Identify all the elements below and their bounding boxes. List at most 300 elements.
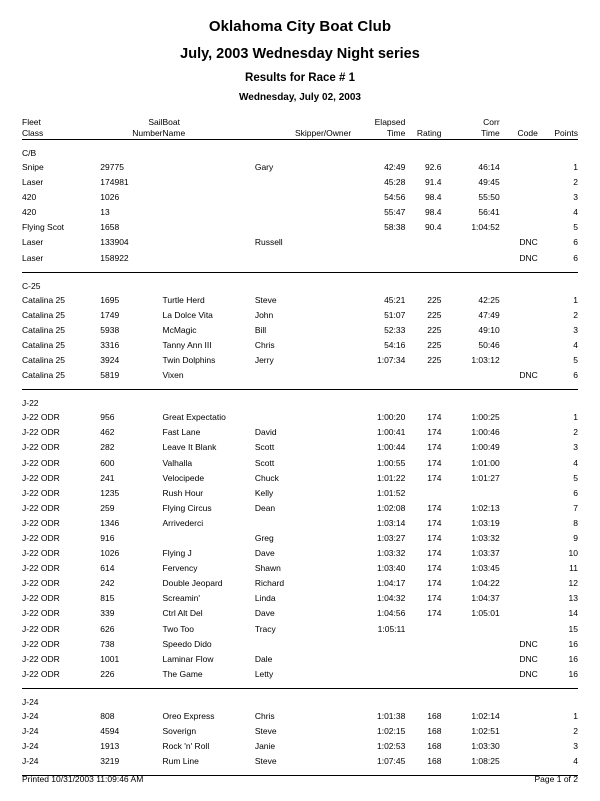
rating-cell bbox=[405, 486, 441, 501]
boat-name-cell: Laminar Flow bbox=[162, 653, 214, 664]
code-cell bbox=[500, 622, 538, 637]
elapsed-time-cell: 1:00:20 bbox=[376, 412, 406, 423]
table-row bbox=[22, 220, 578, 235]
code-cell bbox=[500, 205, 538, 220]
points-cell: 4 bbox=[573, 339, 578, 350]
code-cell bbox=[500, 591, 538, 606]
elapsed-time-cell: 54:56 bbox=[384, 192, 406, 203]
skipper-cell bbox=[255, 220, 351, 235]
rating-cell: 92.6 bbox=[424, 162, 442, 172]
skipper-cell: Steve bbox=[254, 294, 277, 305]
points-cell: 14 bbox=[568, 608, 578, 619]
skipper-cell: Shawn bbox=[254, 563, 281, 574]
corrected-time-cell: 1:02:14 bbox=[471, 710, 500, 721]
rating-cell: 225 bbox=[427, 324, 442, 335]
class-cell: Laser bbox=[22, 177, 44, 188]
points-cell: 1 bbox=[573, 162, 578, 172]
class-cell: J-22 ODR bbox=[22, 427, 60, 438]
class-cell: Catalina 25 bbox=[22, 355, 66, 366]
table-row bbox=[22, 754, 578, 769]
boat-name-cell bbox=[163, 190, 255, 205]
elapsed-time-cell: 1:03:14 bbox=[376, 517, 406, 528]
table-row bbox=[22, 486, 578, 501]
class-cell: J-22 ODR bbox=[22, 668, 60, 679]
column-header-sail-bottom: Number bbox=[132, 128, 163, 138]
points-cell: 1 bbox=[573, 710, 578, 721]
class-cell: J-22 ODR bbox=[22, 487, 60, 498]
header-row-top bbox=[22, 117, 578, 128]
points-cell: 1 bbox=[573, 294, 578, 305]
skipper-cell: Chuck bbox=[254, 472, 279, 483]
rating-cell: 174 bbox=[427, 593, 442, 604]
boat-name-cell bbox=[163, 531, 255, 546]
class-cell: J-22 ODR bbox=[22, 532, 60, 543]
column-header-fleet: Fleet bbox=[22, 117, 41, 127]
class-cell: J-22 ODR bbox=[22, 457, 60, 468]
code-cell bbox=[500, 531, 538, 546]
sail-number-cell: 339 bbox=[100, 608, 115, 619]
boat-name-cell: Arrivederci bbox=[162, 517, 204, 528]
sail-number-cell: 1658 bbox=[100, 222, 120, 233]
code-cell bbox=[500, 425, 538, 440]
page-footer bbox=[22, 774, 578, 784]
boat-name-cell: Rush Hour bbox=[162, 487, 204, 498]
code-cell bbox=[500, 739, 538, 754]
skipper-cell: Kelly bbox=[254, 487, 274, 498]
rating-cell bbox=[405, 637, 441, 652]
rating-cell: 225 bbox=[427, 294, 442, 305]
rating-cell: 174 bbox=[427, 412, 442, 423]
points-cell: 16 bbox=[568, 668, 578, 679]
code-cell: DNC bbox=[519, 237, 538, 248]
code-cell bbox=[500, 220, 538, 235]
table-row bbox=[22, 440, 578, 455]
skipper-cell: Steve bbox=[254, 726, 277, 736]
fleet-group-label bbox=[22, 146, 578, 160]
corrected-time-cell: 1:02:51 bbox=[471, 726, 500, 736]
header-spacer-rating bbox=[405, 117, 441, 128]
boat-name-cell: Flying J bbox=[162, 548, 192, 559]
points-cell: 15 bbox=[568, 623, 578, 634]
elapsed-time-cell: 54:16 bbox=[384, 339, 406, 350]
points-cell: 12 bbox=[568, 578, 578, 589]
code-cell: DNC bbox=[519, 668, 538, 679]
code-cell: DNC bbox=[519, 370, 538, 381]
class-cell: J-22 ODR bbox=[22, 517, 60, 528]
class-cell: Laser bbox=[22, 237, 44, 248]
points-cell: 2 bbox=[573, 726, 578, 736]
corrected-time-cell: 55:50 bbox=[478, 192, 500, 203]
rating-cell: 174 bbox=[427, 502, 442, 513]
skipper-cell: Dale bbox=[254, 653, 273, 664]
sail-number-cell: 1235 bbox=[100, 487, 120, 498]
class-cell: J-22 ODR bbox=[22, 578, 60, 589]
corrected-time-cell: 1:01:27 bbox=[471, 472, 500, 483]
rating-cell: 168 bbox=[427, 741, 442, 752]
points-cell: 16 bbox=[568, 653, 578, 664]
code-cell bbox=[500, 410, 538, 425]
column-header-code: Code bbox=[517, 128, 538, 138]
boat-name-cell: Oreo Express bbox=[162, 710, 215, 721]
code-cell bbox=[500, 486, 538, 501]
points-cell: 5 bbox=[573, 355, 578, 366]
boat-name-cell: McMagic bbox=[162, 324, 197, 335]
fleet-group-label bbox=[22, 279, 578, 293]
boat-name-cell: Double Jeopard bbox=[162, 578, 223, 589]
sail-number-cell: 3219 bbox=[100, 756, 120, 767]
sail-number-cell: 158922 bbox=[100, 252, 129, 263]
points-cell: 8 bbox=[573, 517, 578, 528]
points-cell: 3 bbox=[573, 324, 578, 335]
code-cell bbox=[500, 338, 538, 353]
column-header-class: Class bbox=[22, 128, 44, 138]
table-row bbox=[22, 368, 578, 383]
rating-cell: 168 bbox=[427, 710, 442, 721]
column-header-elapsed-top: Elapsed bbox=[374, 117, 406, 127]
skipper-cell: Scott bbox=[254, 442, 275, 453]
corrected-time-cell: 50:46 bbox=[478, 339, 500, 350]
corrected-time-cell bbox=[441, 622, 499, 637]
sail-number-cell: 1695 bbox=[100, 294, 120, 305]
class-cell: J-22 ODR bbox=[22, 653, 60, 664]
points-cell: 6 bbox=[573, 370, 578, 381]
skipper-cell: Chris bbox=[254, 710, 275, 721]
boat-name-cell: Speedo Dido bbox=[162, 638, 212, 649]
class-cell: Catalina 25 bbox=[22, 294, 66, 305]
skipper-cell: Letty bbox=[254, 668, 274, 679]
table-row bbox=[22, 576, 578, 591]
boat-name-cell: Fast Lane bbox=[162, 427, 201, 438]
header-row-bottom bbox=[22, 128, 578, 139]
boat-name-cell: Two Too bbox=[162, 623, 195, 634]
sail-number-cell: 808 bbox=[100, 710, 115, 721]
printed-timestamp: Printed 10/31/2003 11:09:46 AM bbox=[22, 774, 144, 784]
results-table bbox=[22, 117, 578, 776]
rating-cell: 168 bbox=[427, 726, 442, 736]
skipper-cell bbox=[255, 516, 351, 531]
rating-cell: 174 bbox=[427, 563, 442, 574]
rating-cell: 90.4 bbox=[424, 222, 442, 233]
skipper-cell bbox=[255, 410, 351, 425]
boat-name-cell: Ctrl Alt Del bbox=[162, 608, 203, 619]
skipper-cell: Chris bbox=[254, 339, 275, 350]
column-header-elapsed-bottom: Time bbox=[386, 128, 406, 138]
elapsed-time-cell: 1:05:11 bbox=[377, 623, 406, 634]
rating-cell: 174 bbox=[427, 548, 442, 559]
skipper-cell bbox=[255, 190, 351, 205]
boat-name-cell bbox=[163, 220, 255, 235]
sail-number-cell: 29775 bbox=[100, 162, 124, 172]
sail-number-cell: 1749 bbox=[100, 309, 120, 320]
points-cell: 6 bbox=[573, 237, 578, 248]
skipper-cell bbox=[255, 205, 351, 220]
rating-cell: 98.4 bbox=[424, 207, 442, 218]
code-cell bbox=[500, 293, 538, 308]
boat-name-cell: Velocipede bbox=[162, 472, 205, 483]
code-cell bbox=[500, 546, 538, 561]
skipper-cell: Greg bbox=[254, 532, 274, 543]
corrected-time-cell: 1:03:30 bbox=[471, 741, 500, 752]
class-cell: Laser bbox=[22, 252, 44, 263]
skipper-cell: Scott bbox=[254, 457, 275, 468]
code-cell bbox=[500, 606, 538, 621]
sail-number-cell: 956 bbox=[100, 412, 115, 423]
boat-name-cell: Twin Dolphins bbox=[162, 355, 216, 366]
boat-name-cell: Leave It Blank bbox=[162, 442, 217, 453]
class-cell: J-24 bbox=[22, 726, 39, 736]
header-spacer-skipper bbox=[255, 117, 351, 128]
points-cell: 4 bbox=[573, 457, 578, 468]
table-row bbox=[22, 501, 578, 516]
table-row bbox=[22, 709, 578, 724]
code-cell bbox=[500, 323, 538, 338]
boat-name-cell: Valhalla bbox=[162, 457, 193, 468]
corrected-time-cell: 47:49 bbox=[478, 309, 500, 320]
skipper-cell: Dave bbox=[254, 548, 275, 559]
corrected-time-cell: 1:03:19 bbox=[471, 517, 500, 528]
rating-cell: 174 bbox=[427, 517, 442, 528]
table-row bbox=[22, 235, 578, 250]
boat-name-cell: Fervency bbox=[162, 563, 198, 574]
column-header-corr-top: Corr bbox=[483, 117, 500, 127]
skipper-cell bbox=[255, 251, 351, 266]
rating-cell: 174 bbox=[427, 608, 442, 619]
boat-name-cell bbox=[163, 251, 255, 266]
corrected-time-cell: 1:08:25 bbox=[471, 756, 500, 767]
sail-number-cell: 738 bbox=[100, 638, 115, 649]
rating-cell: 168 bbox=[427, 756, 442, 767]
rating-cell: 225 bbox=[427, 309, 442, 320]
rating-cell: 91.4 bbox=[424, 177, 442, 188]
sail-number-cell: 242 bbox=[100, 578, 115, 589]
points-cell: 13 bbox=[568, 593, 578, 604]
fleet-name: J-22 bbox=[22, 398, 39, 409]
fleet-group-label bbox=[22, 396, 578, 410]
table-row bbox=[22, 724, 578, 739]
corrected-time-cell: 1:03:12 bbox=[471, 355, 500, 366]
corrected-time-cell: 1:00:49 bbox=[471, 442, 500, 453]
fleet-name: C-25 bbox=[22, 280, 41, 291]
corrected-time-cell bbox=[441, 637, 499, 652]
sail-number-cell: 1913 bbox=[100, 741, 120, 752]
race-title: Results for Race # 1 bbox=[245, 72, 355, 84]
class-cell: 420 bbox=[22, 207, 37, 218]
skipper-cell: John bbox=[254, 309, 274, 320]
points-cell: 4 bbox=[573, 756, 578, 767]
elapsed-time-cell bbox=[351, 235, 405, 250]
table-row bbox=[22, 353, 578, 368]
elapsed-time-cell bbox=[351, 368, 405, 383]
code-cell bbox=[500, 160, 538, 175]
skipper-cell: Russell bbox=[254, 237, 283, 248]
sail-number-cell: 626 bbox=[100, 623, 115, 634]
boat-name-cell bbox=[163, 205, 255, 220]
elapsed-time-cell: 1:03:40 bbox=[376, 563, 406, 574]
class-cell: J-24 bbox=[22, 710, 39, 721]
elapsed-time-cell bbox=[351, 637, 405, 652]
skipper-cell: Dean bbox=[254, 502, 276, 513]
boat-name-cell: Soverign bbox=[162, 726, 197, 736]
boat-name-cell: Rum Line bbox=[162, 756, 199, 767]
class-cell: 420 bbox=[22, 192, 37, 203]
boat-name-cell: Screamin' bbox=[162, 593, 201, 604]
code-cell bbox=[500, 471, 538, 486]
table-row bbox=[22, 546, 578, 561]
class-cell: Catalina 25 bbox=[22, 309, 66, 320]
corrected-time-cell bbox=[441, 251, 499, 266]
column-header-boat-bottom: Name bbox=[162, 128, 186, 138]
elapsed-time-cell: 1:04:32 bbox=[376, 593, 406, 604]
column-header-rating: Rating bbox=[416, 128, 442, 138]
rating-cell bbox=[405, 368, 441, 383]
race-date: Wednesday, July 02, 2003 bbox=[239, 92, 361, 103]
elapsed-time-cell: 1:03:27 bbox=[376, 532, 406, 543]
skipper-cell: Gary bbox=[254, 162, 274, 172]
points-cell: 6 bbox=[573, 252, 578, 263]
points-cell: 1 bbox=[573, 412, 578, 423]
points-cell: 7 bbox=[573, 502, 578, 513]
table-row bbox=[22, 561, 578, 576]
sail-number-cell: 1026 bbox=[100, 192, 120, 203]
class-cell: J-24 bbox=[22, 741, 39, 752]
table-row bbox=[22, 606, 578, 621]
table-row bbox=[22, 622, 578, 637]
points-cell: 5 bbox=[573, 472, 578, 483]
points-cell: 2 bbox=[573, 309, 578, 320]
sail-number-cell: 259 bbox=[100, 502, 115, 513]
elapsed-time-cell: 1:00:55 bbox=[376, 457, 406, 468]
code-cell bbox=[500, 353, 538, 368]
code-cell bbox=[500, 709, 538, 724]
elapsed-time-cell: 1:02:15 bbox=[376, 726, 406, 736]
points-cell: 2 bbox=[573, 427, 578, 438]
code-cell bbox=[500, 440, 538, 455]
corrected-time-cell bbox=[441, 235, 499, 250]
corrected-time-cell: 46:14 bbox=[478, 162, 500, 172]
code-cell bbox=[500, 754, 538, 769]
rating-cell: 174 bbox=[427, 442, 442, 453]
corrected-time-cell: 1:03:32 bbox=[471, 532, 500, 543]
sail-number-cell: 815 bbox=[100, 593, 115, 604]
table-header-group bbox=[22, 117, 578, 140]
class-cell: J-22 ODR bbox=[22, 623, 60, 634]
class-cell: J-22 ODR bbox=[22, 442, 60, 453]
sail-number-cell: 600 bbox=[100, 457, 115, 468]
rating-cell bbox=[405, 667, 441, 682]
class-cell: Snipe bbox=[22, 162, 44, 172]
boat-name-cell: The Game bbox=[162, 668, 203, 679]
skipper-cell: Jerry bbox=[254, 355, 274, 366]
corrected-time-cell: 56:41 bbox=[478, 207, 500, 218]
boat-name-cell: Rock 'n' Roll bbox=[162, 741, 210, 752]
table-row bbox=[22, 175, 578, 190]
corrected-time-cell: 1:05:01 bbox=[471, 608, 500, 619]
boat-name-cell: Turtle Herd bbox=[162, 294, 205, 305]
code-cell bbox=[500, 576, 538, 591]
points-cell: 11 bbox=[569, 563, 578, 574]
table-row bbox=[22, 471, 578, 486]
boat-name-cell: Tanny Ann III bbox=[162, 339, 212, 350]
table-row bbox=[22, 323, 578, 338]
elapsed-time-cell: 1:07:45 bbox=[376, 756, 406, 767]
class-cell: J-22 ODR bbox=[22, 638, 60, 649]
class-cell: Flying Scot bbox=[22, 222, 65, 233]
class-cell: J-22 ODR bbox=[22, 608, 60, 619]
class-cell: J-22 ODR bbox=[22, 412, 60, 423]
code-cell bbox=[500, 724, 538, 739]
code-cell bbox=[500, 501, 538, 516]
page-number: Page 1 of 2 bbox=[534, 774, 578, 784]
points-cell: 3 bbox=[573, 442, 578, 453]
skipper-cell: David bbox=[254, 427, 277, 438]
boat-name-cell: La Dolce Vita bbox=[162, 309, 213, 320]
skipper-cell: Richard bbox=[254, 578, 285, 589]
class-cell: J-22 ODR bbox=[22, 502, 60, 513]
fleet-group-label bbox=[22, 695, 578, 709]
corrected-time-cell bbox=[441, 368, 499, 383]
points-cell: 3 bbox=[573, 192, 578, 203]
sail-number-cell: 1026 bbox=[100, 548, 120, 559]
class-cell: J-24 bbox=[22, 756, 39, 767]
corrected-time-cell: 1:04:52 bbox=[471, 222, 500, 233]
elapsed-time-cell: 1:01:52 bbox=[376, 487, 406, 498]
fleet-name: C/B bbox=[22, 148, 37, 158]
table-row bbox=[22, 591, 578, 606]
skipper-cell: Janie bbox=[254, 741, 276, 752]
code-cell bbox=[500, 190, 538, 205]
sail-number-cell: 282 bbox=[100, 442, 115, 453]
corrected-time-cell: 1:03:45 bbox=[471, 563, 500, 574]
rating-cell: 174 bbox=[427, 532, 442, 543]
sail-number-cell: 226 bbox=[100, 668, 115, 679]
elapsed-time-cell: 1:02:08 bbox=[376, 502, 406, 513]
document-titles bbox=[22, 18, 578, 103]
corrected-time-cell: 1:00:46 bbox=[471, 427, 500, 438]
club-title: Oklahoma City Boat Club bbox=[208, 18, 392, 35]
sail-number-cell: 13 bbox=[100, 207, 110, 218]
corrected-time-cell bbox=[441, 486, 499, 501]
code-cell bbox=[500, 561, 538, 576]
points-cell: 16 bbox=[568, 638, 578, 649]
code-cell bbox=[500, 516, 538, 531]
table-row bbox=[22, 410, 578, 425]
corrected-time-cell: 49:10 bbox=[478, 324, 500, 335]
elapsed-time-cell: 58:38 bbox=[384, 222, 406, 233]
header-spacer-points bbox=[538, 117, 578, 128]
table-body bbox=[22, 140, 578, 776]
skipper-cell bbox=[255, 175, 351, 190]
fleet-name: J-24 bbox=[22, 696, 39, 707]
corrected-time-cell: 1:02:13 bbox=[471, 502, 500, 513]
corrected-time-cell: 42:25 bbox=[478, 294, 500, 305]
corrected-time-cell: 1:01:00 bbox=[471, 457, 500, 468]
rating-cell bbox=[405, 622, 441, 637]
sail-number-cell: 5938 bbox=[100, 324, 120, 335]
rating-cell: 225 bbox=[427, 339, 442, 350]
sail-number-cell: 3316 bbox=[100, 339, 120, 350]
elapsed-time-cell: 52:33 bbox=[384, 324, 406, 335]
elapsed-time-cell: 1:00:41 bbox=[376, 427, 406, 438]
table-row bbox=[22, 308, 578, 323]
elapsed-time-cell bbox=[351, 667, 405, 682]
points-cell: 9 bbox=[573, 532, 578, 543]
table-row bbox=[22, 205, 578, 220]
elapsed-time-cell: 42:49 bbox=[384, 162, 406, 172]
table-row bbox=[22, 456, 578, 471]
points-cell: 10 bbox=[568, 548, 578, 559]
boat-name-cell bbox=[163, 235, 255, 250]
corrected-time-cell: 1:00:25 bbox=[471, 412, 500, 423]
